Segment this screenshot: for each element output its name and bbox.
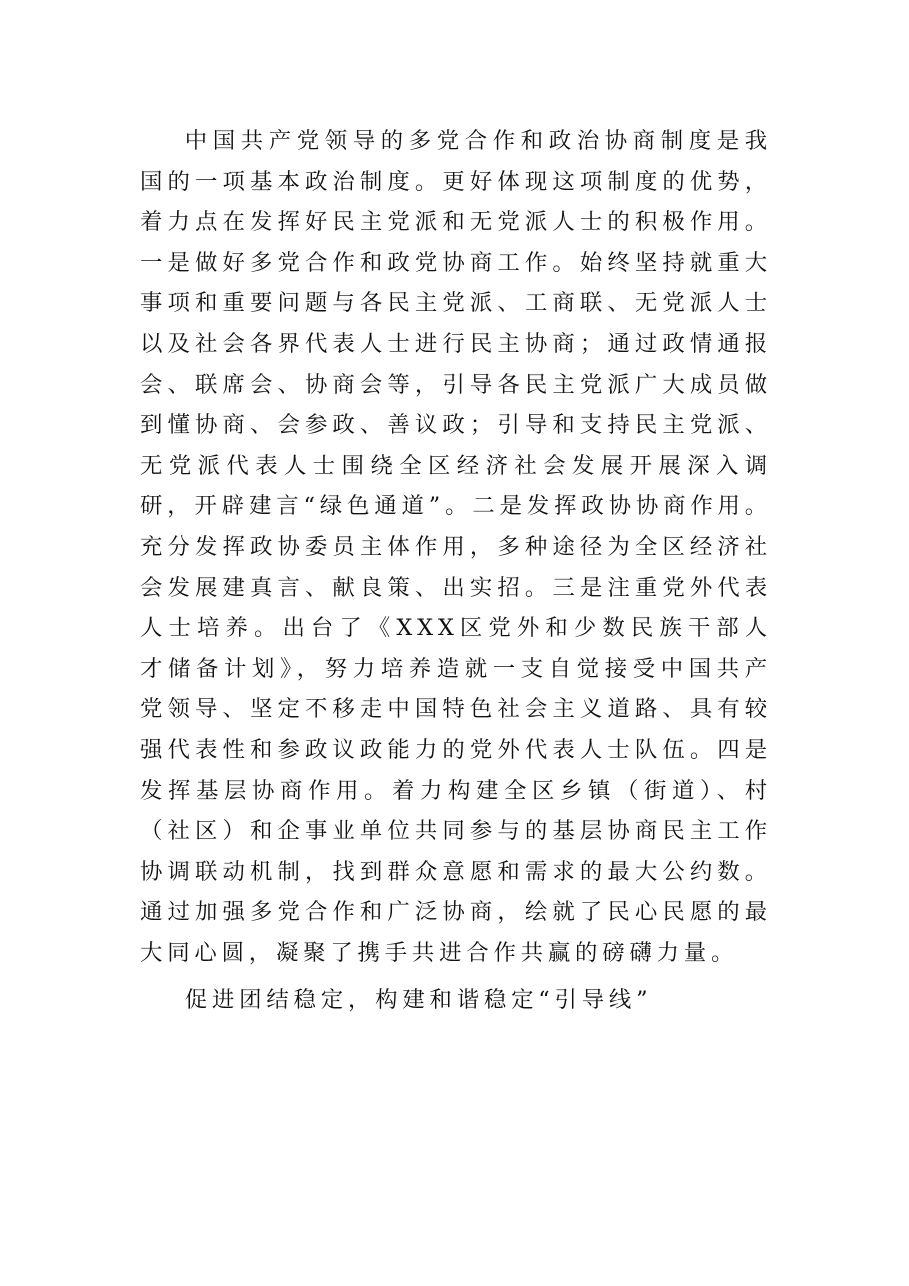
section-heading: 促进团结稳定，构建和谐稳定“引导线” (184, 987, 653, 1014)
document-body (140, 121, 772, 1021)
body-paragraph: 中国共产党领导的多党合作和政治协商制度是我国的一项基本政治制度。更好体现这项制度的优势，着力点在发挥好民主党派和无党派人士的积极作用。一是做好多党合作和政党协商工作。始终坚持就重大事项和重要问题与各民主党派、工商联、无党派人士以及社会各界代表人士进行民主协商；通过政情通报会、联席会、协商会等，引导各民主党派广大成员做到懂协商、会参政、善议政；引导和支持民主党派、无党派代表人士围绕全区经济社会发展开展深入调研，开辟建言“绿色通道”。二是发挥政协协商作用。充分发挥政协委员主体作用，多种途径为全区经济社会发展建真言、献良策、出实招。三是注重党外代表人士培养。出台了《XXX区党外和少数民族干部人才储备计划》，努力培养造就一支自觉接受中国共产党领导、坚定不移走中国特色社会主义道路、具有较强代表性和参政议政能力的党外代表人士队伍。四是发挥基层协商作用。着力构建全区乡镇（街道）、村（社区）和企事业单位共同参与的基层协商民主工作协调联动机制，找到群众意愿和需求的最大公约数。通过加强多党合作和广泛协商，绘就了民心民愿的最大同心圆，凝聚了携手共进合作共赢的磅礴力量。 (140, 128, 772, 966)
